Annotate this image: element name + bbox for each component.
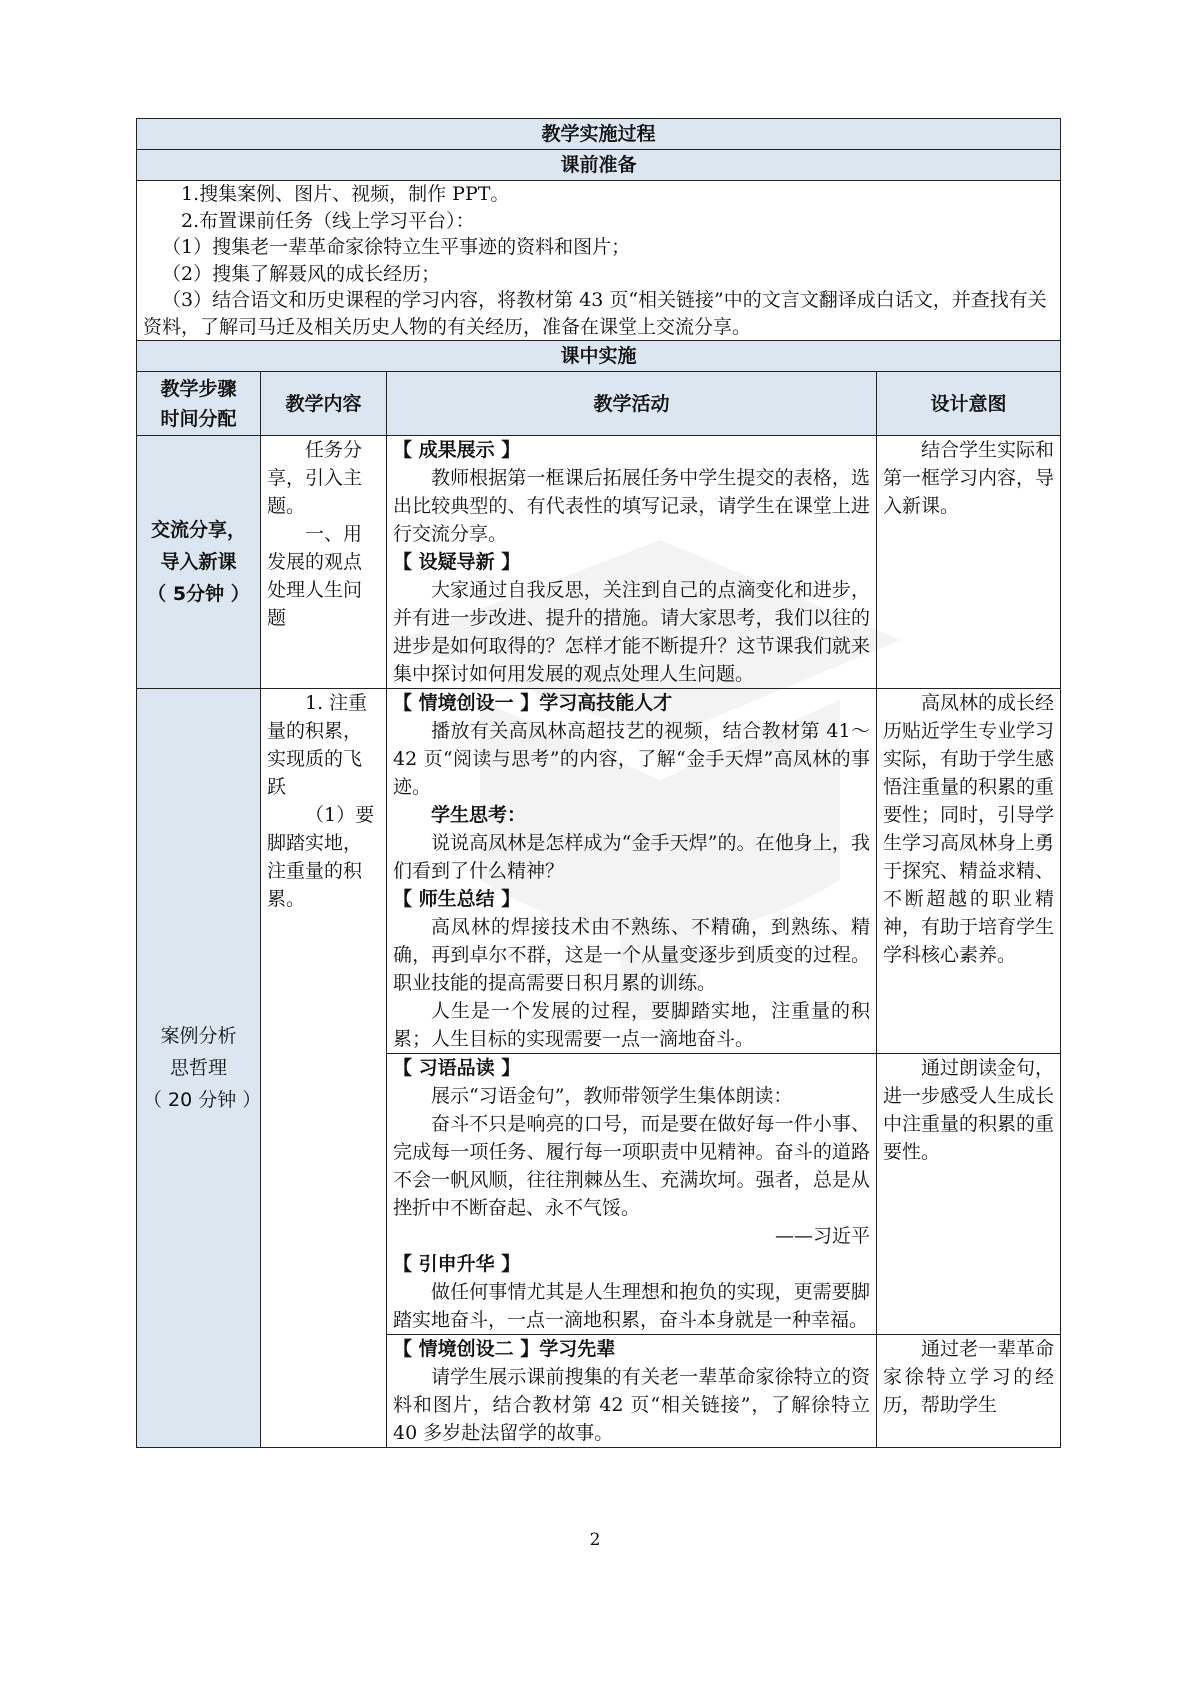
section-heading: 【 习语品读 】 bbox=[393, 1057, 521, 1079]
activity-cell-case-c: 【 情境创设二 】学习先辈 请学生展示课前搜集的有关老一辈革命家徐特立的资料和图片，结合教材第 42 页“相关链接”，了解徐特立 40 多岁赴法留学的故事。 bbox=[387, 1335, 877, 1448]
content-cell-intro: 任务分享，引入主题。 一、用发展的观点处理人生问题 bbox=[261, 436, 387, 689]
prep-line: 2.布置课前任务（线上学习平台）： bbox=[181, 209, 475, 232]
section-heading: 【 师生总结 】 bbox=[393, 888, 521, 910]
activity-cell-intro: 【 成果展示 】 教师根据第一框课后拓展任务中学生提交的表格，选出比较典型的、有代表性的填写记录，请学生在课堂上进行交流分享。 【 设疑导新 】 大家通过自我反思，关注到自己的点滴变化和进步，并有进一步改进、提升的措施。请大家思考，我们以往的进步是如何取得的？怎样才能不断提升？这节课我们就来集中探讨如何用发展的观点处理人生问题。 bbox=[387, 436, 877, 689]
intent-cell-intro: 结合学生实际和第一框学习内容，导入新课。 bbox=[877, 436, 1061, 689]
content-cell-case: 1. 注重量的积累，实现质的飞跃 （1）要脚踏实地，注重量的积累。 bbox=[261, 689, 387, 1448]
step-cell-case: 案例分析 思哲理 （ 20 分钟 ） bbox=[137, 689, 261, 1448]
activity-cell-case-b: 【 习语品读 】 展示“习语金句”，教师带领学生集体朗读： 奋斗不只是响亮的口号，而是要在做好每一件小事、完成每一项任务、履行每一项职责中见精神。奋斗的道路不会一帆风顺，往往荆棘丛生、充满坎坷。强者，总是从挫折中不断奋起、永不气馁。 ——习近平 【 引申升华 】 做任何事情尤其是人生理想和抱负的实现，更需要脚踏实地奋斗，一点一滴地积累，奋斗本身就是一种幸福。 bbox=[387, 1054, 877, 1335]
teaching-plan-table bbox=[136, 118, 1061, 1448]
intent-cell-case-a: 高凤林的成长经历贴近学生专业学习实际，有助于学生感悟注重量的积累的重要性；同时，引导学生学习高凤林身上勇于探究、精益求精、不断超越的职业精神，有助于培育学生学科核心素养。 bbox=[877, 689, 1061, 1054]
quote-text: 奋斗不只是响亮的口号，而是要在做好每一件小事、完成每一项任务、履行每一项职责中见精神。奋斗的道路不会一帆风顺，往往荆棘丛生、充满坎坷。强者，总是从挫折中不断奋起、永不气馁。 bbox=[393, 1113, 870, 1219]
activity-cell-case-a: 【 情境创设一 】学习高技能人才 播放有关高凤林高超技艺的视频，结合教材第 41～42 页“阅读与思考”的内容，了解“金手天焊”高凤林的事迹。 学生思考： 说说高凤林是怎样成为“金手天焊”的。在他身上，我们看到了什么精神？ 【 师生总结 】 高凤林的焊接技术由不熟练、不精确，到熟练、精确，再到卓尔不群，这是一个从量变逐步到质变的过程。职业技能的提高需要日积月累的训练。 人生是一个发展的过程，要脚踏实地，注重量的积累；人生目标的实现需要一点一滴地奋斗。 bbox=[387, 689, 877, 1054]
quote-signature: ——习近平 bbox=[774, 1225, 870, 1247]
section-heading: 【 引申升华 】 bbox=[393, 1253, 521, 1275]
col-header-content: 教学内容 bbox=[261, 372, 387, 436]
table-title: 教学实施过程 bbox=[137, 119, 1061, 150]
prep-line: 1.搜集案例、图片、视频，制作 PPT。 bbox=[181, 183, 510, 205]
pre-class-content bbox=[137, 181, 1061, 341]
intent-cell-case-b: 通过朗读金句，进一步感受人生成长中注重量的积累的重要性。 bbox=[877, 1054, 1061, 1335]
step-cell-intro: 交流分享， 导入新课 （ 5分钟 ） bbox=[137, 436, 261, 689]
prep-line: （3）结合语文和历史课程的学习内容，将教材第 43 页“相关链接”中的文言文翻译成白话文，并查找有关资料，了解司马迁及相关历史人物的有关经历，准备在课堂上交流分享。 bbox=[143, 289, 1047, 338]
col-header-intent: 设计意图 bbox=[877, 372, 1061, 436]
col-header-step: 教学步骤 时间分配 bbox=[137, 372, 261, 436]
intent-cell-case-c: 通过老一辈革命家徐特立学习的经历，帮助学生 bbox=[877, 1335, 1061, 1448]
section-heading: 【 情境创设一 】学习高技能人才 bbox=[393, 692, 673, 714]
section-heading: 【 成果展示 】 bbox=[393, 439, 521, 461]
section-heading: 【 情境创设二 】学习先辈 bbox=[393, 1338, 616, 1360]
page-number: 2 bbox=[589, 1530, 601, 1550]
section-heading: 【 设疑导新 】 bbox=[393, 551, 521, 573]
col-header-activity: 教学活动 bbox=[387, 372, 877, 436]
in-class-header: 课中实施 bbox=[137, 341, 1061, 372]
prep-line: （1）搜集老一辈革命家徐特立生平事迹的资料和图片； bbox=[162, 236, 631, 258]
prep-line: （2）搜集了解聂风的成长经历； bbox=[162, 262, 441, 285]
pre-class-header: 课前准备 bbox=[137, 150, 1061, 181]
